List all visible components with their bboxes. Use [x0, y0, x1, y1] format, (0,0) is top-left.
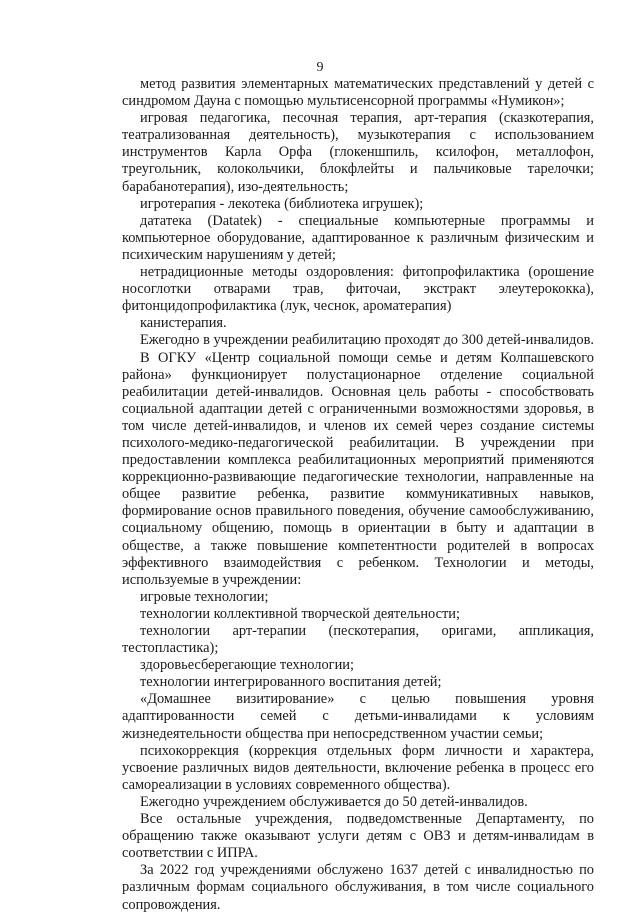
- paragraph-psychocorrection: психокоррекция (коррекция отдельных форм личности и характера, усвоение различных видов деятельности, включение ребенка в процесс его самореализации в условиях современного общества).: [122, 742, 594, 793]
- paragraph-annual-service-count: Ежегодно учреждением обслуживается до 50 детей-инвалидов.: [140, 793, 528, 810]
- paragraph-home-visiting: «Домашнее визитирование» с целью повышения уровня адаптированности семей с детьми-инвалидами к условиям жизнедеятельности общества при непосредственном участии семьи;: [122, 691, 594, 742]
- paragraph-health-saving: здоровьесберегающие технологии;: [140, 657, 354, 674]
- page-number: 9: [316, 60, 324, 75]
- paragraph-game-therapy: игротерапия - лекотека (библиотека игрушек);: [140, 195, 424, 212]
- paragraph-art-therapy-tech: технологии арт-терапии (пескотерапия, оригами, аппликация, тестопластика);: [122, 623, 594, 657]
- paragraph-2022-total: За 2022 год учреждениями обслужено 1637 детей с инвалидностью по различным формам социального обслуживания, в том числе социального сопровождения.: [122, 862, 594, 913]
- paragraph-game-technologies: игровые технологии;: [140, 588, 269, 605]
- paragraph-canistherapy: канистерапия.: [140, 315, 227, 332]
- document-body: [122, 76, 594, 914]
- paragraph-collective-creative: технологии коллективной творческой деятельности;: [140, 605, 460, 622]
- paragraph-other-institutions: Все остальные учреждения, подведомственные Департаменту, по обращению также оказывают услуги детям с ОВЗ и детям-инвалидам в соответствии с ИПРА.: [122, 811, 594, 862]
- paragraph-annual-rehab-count: Ежегодно в учреждении реабилитацию проходят до 300 детей-инвалидов.: [140, 332, 594, 349]
- paragraph-health-methods: нетрадиционные методы оздоровления: фитопрофилактика (орошение носоглотки отварами трав, фиточаи, экстракт элеутерококка), фитонцидопрофилактика (лук, чеснок, ароматерапия): [122, 264, 594, 315]
- paragraph-datatek: дататека (Datatek) - специальные компьютерные программы и компьютерное оборудование, адаптированное к различным физическим и психическим нарушениям у детей;: [122, 212, 594, 263]
- paragraph-game-pedagogy: игровая педагогика, песочная терапия, арт-терапия (сказкотерапия, театрализованная деятельность), музыкотерапия с использованием инструментов Карла Орфа (глокеншпиль, ксилофон, металлофон, треугольник, колокольчики, блокфлейты и пальчиковые тарелочки; барабанотерапия), изо-деятельность;: [122, 110, 594, 195]
- paragraph-kolpashevo-center: В ОГКУ «Центр социальной помощи семье и детям Колпашевского района» функционирует полустационарное отделение социальной реабилитации детей-инвалидов. Основная цель работы - способствовать социальной адаптации детей с ограниченными возможностями здоровья, в том числе детей-инвалидов, и членов их семей через создание системы психолого-медико-педагогической реабилитации. В учреждении при предоставлении комплекса реабилитационных мероприятий применяются коррекционно-развивающие педагогические технологии, направленные на общее развитие ребенка, развитие коммуникативных навыков, формирование основ правильного поведения, обучение самообслуживанию, социальному общению, помощь в ориентации в быту и адаптации в обществе, а также повышение компетентности родителей в вопросах эффективного взаимодействия с ребенком. Технологии и методы, используемые в учреждении:: [122, 349, 594, 588]
- paragraph-numikon-method: метод развития элементарных математических представлений у детей с синдромом Дауна с помощью мультисенсорной программы «Нумикон»;: [122, 76, 594, 110]
- paragraph-integrated-education: технологии интегрированного воспитания детей;: [140, 674, 442, 691]
